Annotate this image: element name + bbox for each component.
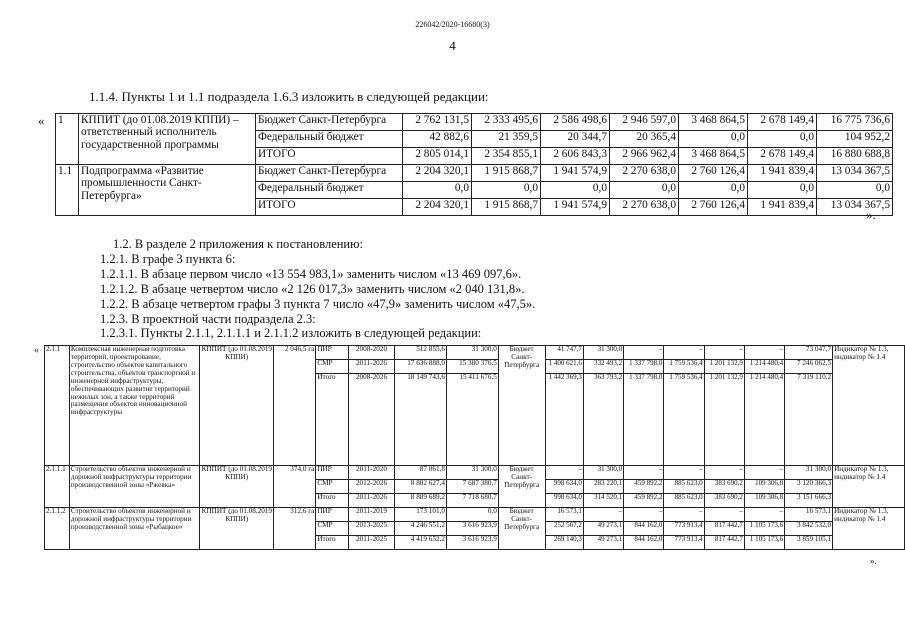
year-value: – bbox=[624, 508, 664, 522]
document-number: 226042/2020-16680(3) bbox=[415, 20, 490, 29]
period: 2013-2025 bbox=[348, 522, 394, 536]
paragraph: 1.2.1.2. В абзаце четвертом число «2 126 017,3» заменить числом «2 040 131,8». bbox=[100, 282, 525, 296]
value-cell: 0,0 bbox=[748, 131, 817, 148]
year-value: 283 220,1 bbox=[583, 480, 623, 494]
year-value: – bbox=[664, 346, 704, 360]
table-row bbox=[56, 165, 893, 182]
work-type: Итого bbox=[316, 536, 349, 550]
total-cost: 87 061,8 bbox=[395, 466, 447, 480]
work-type: СМР bbox=[316, 522, 349, 536]
row-name: Подпрограмма «Развитие промышленности Санкт-Петербурга» bbox=[79, 165, 256, 216]
value-cell: 0,0 bbox=[679, 182, 748, 199]
budget-cost: 3 616 923,9 bbox=[446, 522, 498, 536]
value-cell: 2 204 320,1 bbox=[403, 165, 472, 182]
year-value: – bbox=[704, 466, 744, 480]
year-value: – bbox=[624, 346, 664, 360]
year-value: 817 442,7 bbox=[704, 522, 744, 536]
row-number: 1.1 bbox=[56, 165, 79, 216]
value-cell: 0,0 bbox=[541, 182, 610, 199]
year-value: 31 300,0 bbox=[583, 466, 623, 480]
paragraph: 1.2.1. В графе 3 пункта 6: bbox=[100, 252, 236, 266]
year-value: 1 400 621,6 bbox=[545, 360, 583, 374]
year-value: 41 747,7 bbox=[545, 346, 583, 360]
value-cell: 2 270 638,0 bbox=[610, 165, 679, 182]
year-value: 844 162,0 bbox=[624, 522, 664, 536]
value-cell: 20 344,7 bbox=[541, 131, 610, 148]
work-type: Итого bbox=[316, 374, 349, 466]
year-value: 1 201 132,9 bbox=[704, 374, 744, 466]
close-quote-2: ». bbox=[870, 556, 877, 566]
total-cost: 17 636 888,0 bbox=[395, 360, 447, 374]
value-cell: 2 204 320,1 bbox=[403, 199, 472, 216]
project-name: Комплексная инженерная подготовка территорий, проектирование, строительство объектов капитального строительства, объектов транспортной и инженерной инфраструктуры, обеспечивающих развитие территорий нежилых зон, а также территорий размещения объектов инновационной инфраструктуры bbox=[69, 346, 200, 466]
value-cell: 2 946 597,0 bbox=[610, 114, 679, 131]
value-cell: 1 915 868,7 bbox=[472, 199, 541, 216]
indicator: Индикатор № 1.3, индикатор № 1.4 bbox=[833, 466, 905, 508]
year-value: 1 337 798,0 bbox=[624, 374, 664, 466]
work-type: ПИР bbox=[316, 466, 349, 480]
year-value: 49 273,1 bbox=[583, 522, 623, 536]
paragraph: 1.2.1.1. В абзаце первом число «13 554 983,1» заменить числом «13 469 097,6». bbox=[100, 267, 522, 281]
value-cell: 3 468 864,5 bbox=[679, 114, 748, 131]
paragraph: 1.2.3. В проектной части подраздела 2.3: bbox=[100, 312, 316, 326]
work-type: Итого bbox=[316, 494, 349, 508]
budget-cost: 3 616 923,9 bbox=[446, 536, 498, 550]
value-cell: 2 354 855,1 bbox=[472, 148, 541, 165]
table-row bbox=[45, 466, 905, 480]
period: 2011-2019 bbox=[348, 508, 394, 522]
value-cell: 16 880 688,8 bbox=[817, 148, 893, 165]
budget-cost: 0,0 bbox=[446, 508, 498, 522]
value-cell: 0,0 bbox=[748, 182, 817, 199]
year-value: 363 793,2 bbox=[583, 374, 623, 466]
paragraph: 1.2. В разделе 2 приложения к постановлению: bbox=[113, 237, 363, 251]
year-value: 1 214 480,4 bbox=[744, 360, 784, 374]
year-value: 314 520,1 bbox=[583, 494, 623, 508]
work-type: ПИР bbox=[316, 508, 349, 522]
total-cost: 512 855,6 bbox=[395, 346, 447, 360]
year-value: 31 300,0 bbox=[583, 346, 623, 360]
budget-source: Бюджет Санкт-Петербурга bbox=[498, 508, 545, 550]
row-total: 16 573,1 bbox=[785, 508, 833, 522]
value-cell: 16 775 736,6 bbox=[817, 114, 893, 131]
funding-table bbox=[55, 113, 893, 216]
table-row bbox=[45, 508, 905, 522]
year-value: 383 690,2 bbox=[704, 494, 744, 508]
value-cell: 21 359,5 bbox=[472, 131, 541, 148]
value-cell: 1 941 574,9 bbox=[541, 199, 610, 216]
value-cell: 0,0 bbox=[472, 182, 541, 199]
value-cell: 104 952,2 bbox=[817, 131, 893, 148]
value-cell: 2 762 131,5 bbox=[403, 114, 472, 131]
value-cell: 20 365,4 bbox=[610, 131, 679, 148]
row-number: 1 bbox=[56, 114, 79, 165]
project-area: 374,0 га bbox=[274, 466, 316, 508]
open-quote: « bbox=[38, 113, 45, 128]
value-cell: 2 678 149,4 bbox=[748, 114, 817, 131]
budget-cost: 31 300,0 bbox=[446, 346, 498, 360]
year-value: – bbox=[545, 466, 583, 480]
funding-source: ИТОГО bbox=[256, 148, 403, 165]
period: 2011-2026 bbox=[348, 360, 394, 374]
period: 2011-2025 bbox=[348, 536, 394, 550]
project-name: Строительство объектов инженерной и дорожной инфраструктуры территории производственной зоны «Рыбацкое» bbox=[69, 508, 200, 550]
year-value: 1 337 798,0 bbox=[624, 360, 664, 374]
year-value: 383 690,2 bbox=[704, 480, 744, 494]
value-cell: 42 882,6 bbox=[403, 131, 472, 148]
year-value: – bbox=[744, 466, 784, 480]
funding-source: Федеральный бюджет bbox=[256, 131, 403, 148]
year-value: – bbox=[624, 466, 664, 480]
row-total: 31 300,0 bbox=[785, 466, 833, 480]
value-cell: 2 805 014,1 bbox=[403, 148, 472, 165]
row-total: 3 120 366,3 bbox=[785, 480, 833, 494]
value-cell: 0,0 bbox=[817, 182, 893, 199]
open-quote-2: « bbox=[34, 345, 39, 356]
paragraph: 1.2.3.1. Пункты 2.1.1, 2.1.1.1 и 2.1.1.2 изложить в следующей редакции: bbox=[100, 326, 482, 340]
value-cell: 1 941 839,4 bbox=[748, 165, 817, 182]
year-value: 109 306,8 bbox=[744, 494, 784, 508]
project-executor: КППИТ (до 01.08.2019 КППИ) bbox=[200, 466, 274, 508]
table-row bbox=[56, 114, 893, 131]
total-cost: 18 149 743,6 bbox=[395, 374, 447, 466]
row-total: 7 319 110,2 bbox=[785, 374, 833, 466]
total-cost: 8 802 627,4 bbox=[395, 480, 447, 494]
value-cell: 1 915 868,7 bbox=[472, 165, 541, 182]
year-value: 773 913,4 bbox=[664, 536, 704, 550]
year-value: 1 759 536,4 bbox=[664, 360, 704, 374]
year-value: 332 493,2 bbox=[583, 360, 623, 374]
funding-source: ИТОГО bbox=[256, 199, 403, 216]
year-value: – bbox=[744, 508, 784, 522]
row-total: 3 151 666,3 bbox=[785, 494, 833, 508]
row-total: 3 859 105,1 bbox=[785, 536, 833, 550]
row-total: 7 246 062,5 bbox=[785, 360, 833, 374]
row-total: 73 047,7 bbox=[785, 346, 833, 360]
project-number: 2.1.1.2 bbox=[45, 508, 70, 550]
section-intro: 1.1.4. Пункты 1 и 1.1 подраздела 1.6.3 изложить в следующей редакции: bbox=[89, 89, 489, 104]
year-value: 459 892,2 bbox=[624, 480, 664, 494]
period: 2008-2020 bbox=[348, 346, 394, 360]
year-value: – bbox=[664, 508, 704, 522]
funding-source: Бюджет Санкт-Петербурга bbox=[256, 165, 403, 182]
value-cell: 2 760 126,4 bbox=[679, 165, 748, 182]
year-value: 49 273,1 bbox=[583, 536, 623, 550]
close-quote: ». bbox=[866, 207, 876, 222]
year-value: 885 623,0 bbox=[664, 480, 704, 494]
project-area: 312,6 га bbox=[274, 508, 316, 550]
total-cost: 173 101,0 bbox=[395, 508, 447, 522]
work-type: СМР bbox=[316, 360, 349, 374]
year-value: 109 306,8 bbox=[744, 480, 784, 494]
year-value: – bbox=[583, 508, 623, 522]
project-area: 2 046,5 га bbox=[274, 346, 316, 466]
total-cost: 4 246 551,2 bbox=[395, 522, 447, 536]
year-value: – bbox=[664, 466, 704, 480]
year-value: 1 201 132,9 bbox=[704, 360, 744, 374]
year-value: 773 913,4 bbox=[664, 522, 704, 536]
year-value: 16 573,1 bbox=[545, 508, 583, 522]
year-value: – bbox=[704, 508, 744, 522]
paragraph: 1.2.2. В абзаце четвертом графы 3 пункта 7 число «47,9» заменить числом «47,5». bbox=[100, 297, 536, 311]
budget-cost: 31 300,0 bbox=[446, 466, 498, 480]
table-row bbox=[45, 346, 905, 360]
year-value: 998 634,0 bbox=[545, 480, 583, 494]
project-number: 2.1.1.1 bbox=[45, 466, 70, 508]
value-cell: 0,0 bbox=[679, 131, 748, 148]
value-cell: 13 034 367,5 bbox=[817, 165, 893, 182]
funding-source: Бюджет Санкт-Петербурга bbox=[256, 114, 403, 131]
year-value: 459 892,2 bbox=[624, 494, 664, 508]
project-executor: КППИТ (до 01.08.2019 КППИ) bbox=[200, 346, 274, 466]
value-cell: 2 270 638,0 bbox=[610, 199, 679, 216]
value-cell: 0,0 bbox=[403, 182, 472, 199]
value-cell: 0,0 bbox=[610, 182, 679, 199]
value-cell: 13 034 367,5 bbox=[817, 199, 893, 216]
work-type: ПИР bbox=[316, 346, 349, 360]
budget-source: Бюджет Санкт-Петербурга bbox=[498, 346, 545, 466]
budget-cost: 15 411 676,5 bbox=[446, 374, 498, 466]
projects-table bbox=[44, 345, 905, 550]
indicator: Индикатор № 1.3, индикатор № 1.4 bbox=[833, 508, 905, 550]
year-value: 817 442,7 bbox=[704, 536, 744, 550]
year-value: 1 105 173,6 bbox=[744, 536, 784, 550]
year-value: 252 567,2 bbox=[545, 522, 583, 536]
value-cell: 2 966 962,4 bbox=[610, 148, 679, 165]
work-type: СМР bbox=[316, 480, 349, 494]
project-executor: КППИТ (до 01.08.2019 КППИ) bbox=[200, 508, 274, 550]
year-value: 998 634,0 bbox=[545, 494, 583, 508]
period: 2011-2020 bbox=[348, 466, 394, 480]
year-value: 1 759 536,4 bbox=[664, 374, 704, 466]
value-cell: 2 760 126,4 bbox=[679, 199, 748, 216]
year-value: 844 162,0 bbox=[624, 536, 664, 550]
budget-source: Бюджет Санкт-Петербурга bbox=[498, 466, 545, 508]
funding-source: Федеральный бюджет bbox=[256, 182, 403, 199]
budget-cost: 15 380 376,5 bbox=[446, 360, 498, 374]
row-name: КППИТ (до 01.08.2019 КППИ) – ответственный исполнитель государственной программы bbox=[79, 114, 256, 165]
year-value: 885 623,0 bbox=[664, 494, 704, 508]
total-cost: 8 889 689,2 bbox=[395, 494, 447, 508]
indicator: Индикатор № 1.3, индикатор № 1.4 bbox=[833, 346, 905, 466]
project-name: Строительство объектов инженерной и дорожной инфраструктуры территории производственной зоны «Ржевка» bbox=[69, 466, 200, 508]
row-total: 3 842 532,0 bbox=[785, 522, 833, 536]
value-cell: 2 333 495,6 bbox=[472, 114, 541, 131]
page-number: 4 bbox=[449, 38, 456, 53]
budget-cost: 7 687 380,7 bbox=[446, 480, 498, 494]
value-cell: 3 468 864,5 bbox=[679, 148, 748, 165]
budget-cost: 7 718 680,7 bbox=[446, 494, 498, 508]
period: 2012-2026 bbox=[348, 480, 394, 494]
year-value: 269 140,3 bbox=[545, 536, 583, 550]
value-cell: 1 941 839,4 bbox=[748, 199, 817, 216]
value-cell: 2 678 149,4 bbox=[748, 148, 817, 165]
year-value: 1 105 173,6 bbox=[744, 522, 784, 536]
year-value: 1 214 480,4 bbox=[744, 374, 784, 466]
period: 2008-2026 bbox=[348, 374, 394, 466]
year-value: – bbox=[704, 346, 744, 360]
value-cell: 1 941 574,9 bbox=[541, 165, 610, 182]
project-number: 2.1.1 bbox=[45, 346, 70, 466]
total-cost: 4 419 652,2 bbox=[395, 536, 447, 550]
value-cell: 2 606 843,3 bbox=[541, 148, 610, 165]
value-cell: 2 586 498,6 bbox=[541, 114, 610, 131]
year-value: 1 442 369,3 bbox=[545, 374, 583, 466]
year-value: – bbox=[744, 346, 784, 360]
period: 2011-2026 bbox=[348, 494, 394, 508]
